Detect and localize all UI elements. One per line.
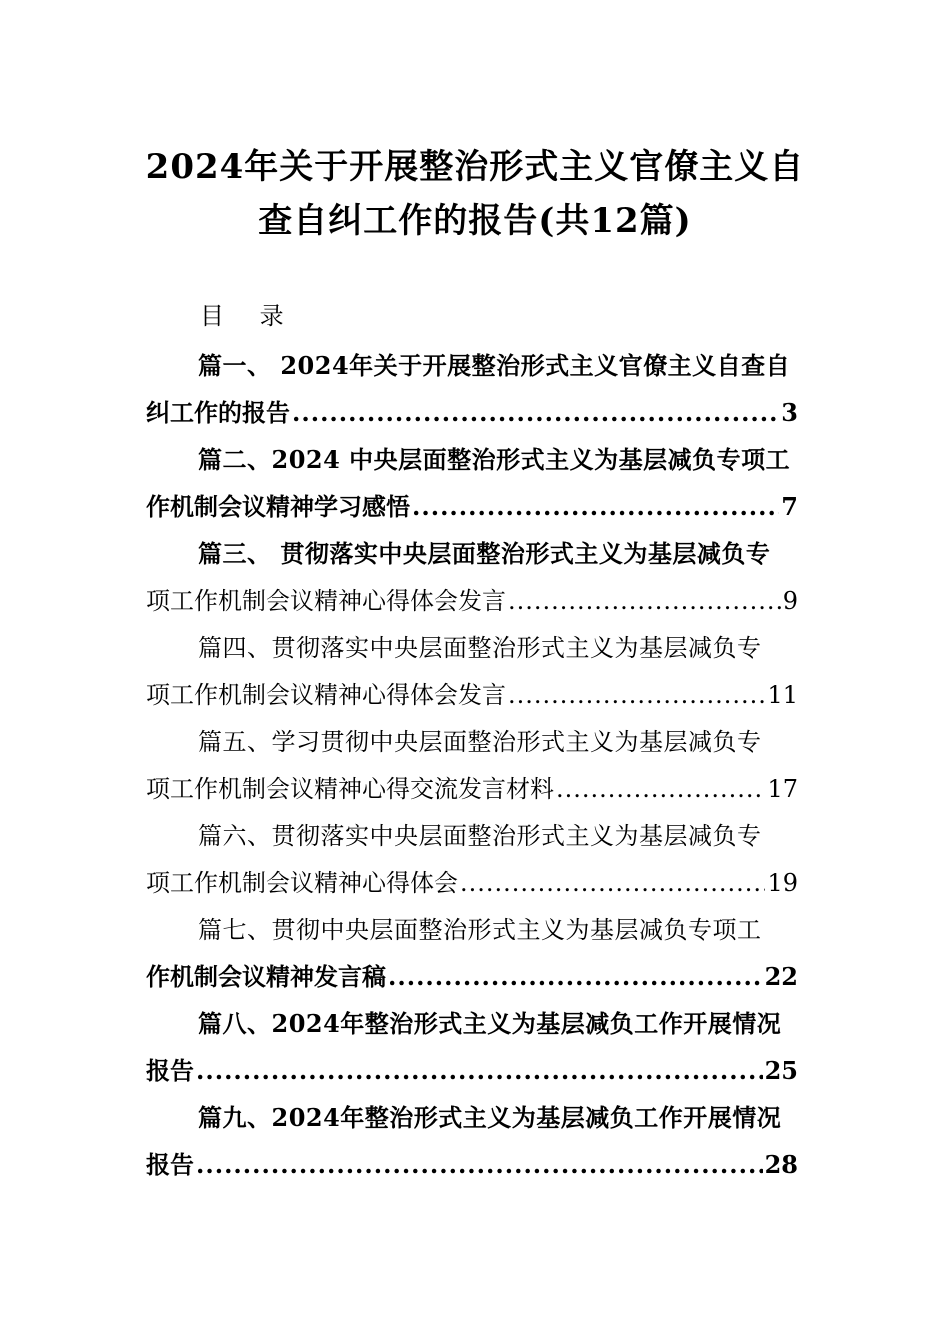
toc-entry-title-line-1: 篇九、2024年整治形式主义为基层减负工作开展情况 xyxy=(198,1103,782,1132)
toc-entry-title-continuation: 作机制会议精神学习感悟 xyxy=(146,492,410,521)
toc-entry-page-number: 7 xyxy=(781,492,798,521)
dot-leader xyxy=(292,390,779,436)
dot-leader xyxy=(412,484,779,530)
toc-entry-page-number: 11 xyxy=(767,681,798,709)
title-line-1: 2024年关于开展整治形式主义官僚主义自 xyxy=(145,147,805,187)
toc-entry-title-continuation: 纠工作的报告 xyxy=(146,398,290,427)
toc-entry[interactable] xyxy=(146,436,798,530)
toc-entry-title-line-2 xyxy=(146,860,798,906)
toc-entry-title-continuation: 报告 xyxy=(146,1056,194,1085)
toc-entry-page-number: 28 xyxy=(764,1150,798,1179)
toc-entry[interactable] xyxy=(146,812,798,906)
toc-entry-title-continuation: 项工作机制会议精神心得交流发言材料 xyxy=(146,775,554,803)
toc-entry-title-line-2 xyxy=(146,672,798,718)
toc-entry-title-continuation: 项工作机制会议精神心得体会 xyxy=(146,869,458,897)
toc-entry-page-number: 3 xyxy=(781,398,798,427)
toc-entry-title-line-1: 篇一、 2024年关于开展整治形式主义官僚主义自查自 xyxy=(198,351,791,380)
toc-entry-title-line-1: 篇四、贯彻落实中央层面整治形式主义为基层减负专 xyxy=(198,634,762,662)
dot-leader xyxy=(388,954,763,1000)
toc-entry-title-continuation: 项工作机制会议精神心得体会发言 xyxy=(146,587,506,615)
dot-leader xyxy=(196,1048,763,1094)
toc-heading-char-2: 录 xyxy=(259,302,284,330)
title-line-2: 查自纠工作的报告(共12篇) xyxy=(258,201,692,241)
toc-entry-title-line-2 xyxy=(146,954,798,1000)
toc-heading xyxy=(200,296,284,336)
toc-entry-title-continuation: 报告 xyxy=(146,1150,194,1179)
toc-entry-page-number: 19 xyxy=(767,869,798,897)
toc-entry-page-number: 17 xyxy=(767,775,798,803)
document-title xyxy=(100,140,850,248)
toc-entry-title-line-1: 篇八、2024年整治形式主义为基层减负工作开展情况 xyxy=(198,1009,782,1038)
dot-leader xyxy=(508,578,781,624)
toc-entry-title-line-2 xyxy=(146,766,798,812)
toc-entry-title-line-1: 篇六、贯彻落实中央层面整治形式主义为基层减负专 xyxy=(198,822,762,850)
toc-entry-page-number: 9 xyxy=(782,587,798,615)
toc-entry[interactable] xyxy=(146,1000,798,1094)
dot-leader xyxy=(196,1142,763,1188)
toc-entry-title-line-2 xyxy=(146,484,798,530)
toc-entry-title-line-2 xyxy=(146,1142,798,1188)
toc-entry[interactable] xyxy=(146,718,798,812)
dot-leader xyxy=(460,860,765,906)
toc-entry-title-line-2 xyxy=(146,1048,798,1094)
toc-entry[interactable] xyxy=(146,342,798,436)
toc-heading-char-1: 目 xyxy=(200,302,224,330)
toc-entry[interactable] xyxy=(146,624,798,718)
toc-entry[interactable] xyxy=(146,530,798,624)
toc-entry[interactable] xyxy=(146,906,798,1000)
toc-entry-title-line-1: 篇二、2024 中央层面整治形式主义为基层减负专项工 xyxy=(198,445,791,474)
dot-leader xyxy=(508,672,765,718)
table-of-contents xyxy=(146,342,798,1188)
toc-entry-title-line-1: 篇五、学习贯彻中央层面整治形式主义为基层减负专 xyxy=(198,728,762,756)
toc-entry-page-number: 22 xyxy=(764,962,798,991)
toc-entry-title-line-2 xyxy=(146,578,798,624)
toc-entry-title-continuation: 项工作机制会议精神心得体会发言 xyxy=(146,681,506,709)
toc-entry-title-line-1: 篇三、 贯彻落实中央层面整治形式主义为基层减负专 xyxy=(198,539,771,568)
toc-entry-title-continuation: 作机制会议精神发言稿 xyxy=(146,962,386,991)
toc-entry-page-number: 25 xyxy=(764,1056,798,1085)
toc-entry[interactable] xyxy=(146,1094,798,1188)
toc-entry-title-line-2 xyxy=(146,390,798,436)
toc-entry-title-line-1: 篇七、贯彻中央层面整治形式主义为基层减负专项工 xyxy=(198,916,762,944)
dot-leader xyxy=(556,766,765,812)
